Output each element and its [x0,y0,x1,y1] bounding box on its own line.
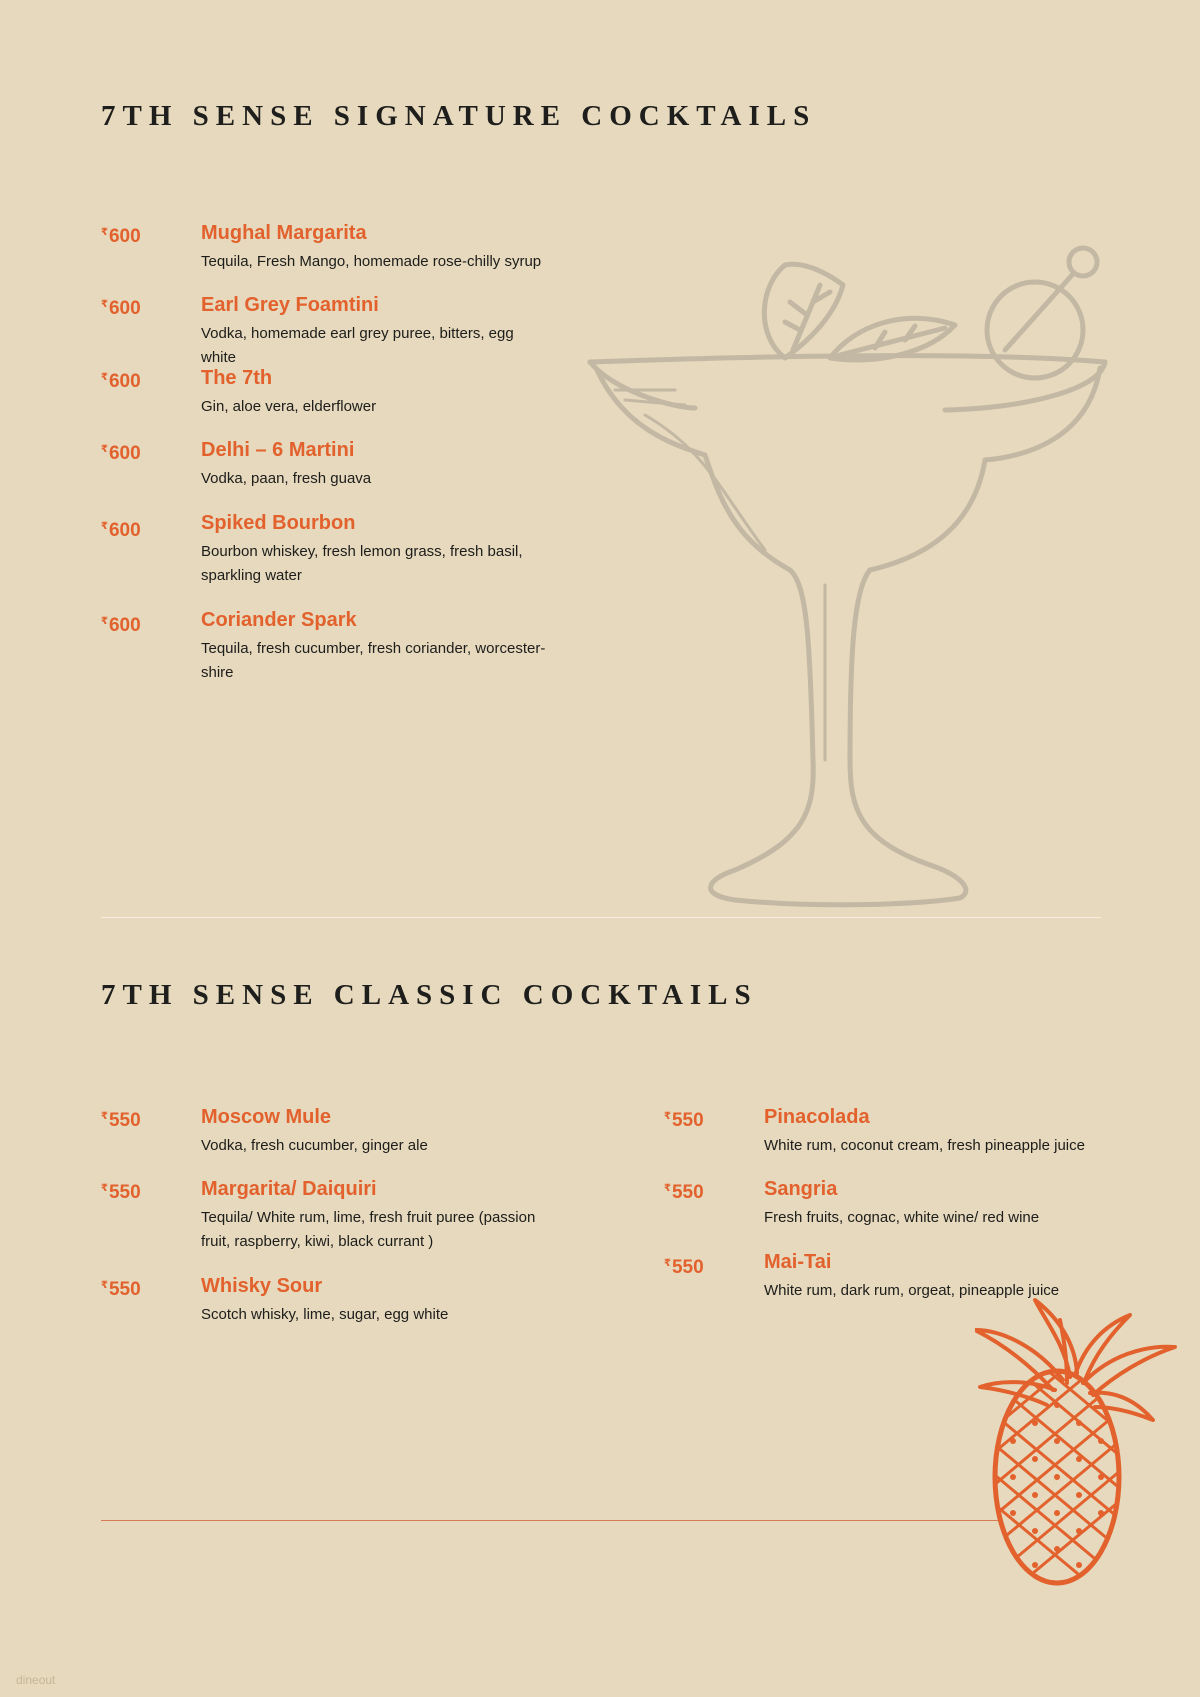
price-value: 550 [671,1110,704,1131]
item-price [664,1257,704,1279]
currency-symbol: ₹ [101,372,108,383]
currency-symbol: ₹ [664,1183,671,1194]
item-price [664,1182,704,1204]
item-name: Pinacolada [764,1106,870,1128]
item-name: Whisky Sour [201,1275,323,1297]
item-name: The 7th [201,367,273,389]
item-description: Vodka, homemade earl grey puree, bitters, egg white [201,325,514,366]
item-description: Tequila, Fresh Mango, homemade rose-chilly syrup [201,253,542,270]
item-name: Coriander Spark [201,609,357,631]
currency-symbol: ₹ [664,1258,671,1269]
item-price [664,1110,704,1132]
item-name: Delhi – 6 Martini [201,439,355,461]
item-name: Spiked Bourbon [201,512,356,534]
signature-section-title: 7TH SENSE SIGNATURE COCKTAILS [101,100,817,132]
price-value: 550 [108,1110,141,1131]
item-price [101,443,141,465]
item-price [101,298,141,320]
price-value: 550 [671,1182,704,1203]
item-name: Margarita/ Daiquiri [201,1178,377,1200]
currency-symbol: ₹ [101,1183,108,1194]
item-name: Earl Grey Foamtini [201,294,379,316]
item-price [101,1279,141,1301]
currency-symbol: ₹ [101,616,108,627]
item-description: Fresh fruits, cognac, white wine/ red wine [764,1209,1040,1226]
item-description: Vodka, paan, fresh guava [201,470,372,487]
classic-section-title: 7TH SENSE CLASSIC COCKTAILS [101,979,758,1011]
item-price [101,1182,141,1204]
price-value: 550 [671,1257,704,1278]
section-divider [101,917,1101,918]
item-description: White rum, coconut cream, fresh pineapple juice [764,1137,1085,1154]
price-value: 600 [108,226,141,247]
item-price [101,226,141,248]
item-description: Vodka, fresh cucumber, ginger ale [201,1137,428,1154]
currency-symbol: ₹ [101,444,108,455]
price-value: 600 [108,520,141,541]
item-description: Gin, aloe vera, elderflower [201,398,377,415]
item-name: Sangria [764,1178,838,1200]
price-value: 600 [108,371,141,392]
price-value: 600 [108,298,141,319]
price-value: 550 [108,1279,141,1300]
currency-symbol: ₹ [101,227,108,238]
item-description: White rum, dark rum, orgeat, pineapple juice [764,1282,1060,1299]
item-price [101,371,141,393]
cocktail-glass-icon [585,240,1110,920]
item-description: Scotch whisky, lime, sugar, egg white [201,1306,449,1323]
currency-symbol: ₹ [101,521,108,532]
watermark: dineout [16,1673,56,1687]
price-value: 600 [108,615,141,636]
currency-symbol: ₹ [101,299,108,310]
item-name: Mai-Tai [764,1251,832,1273]
currency-symbol: ₹ [101,1280,108,1291]
item-description: Tequila, fresh cucumber, fresh coriander, worcester-shire [201,640,546,681]
item-name: Mughal Margarita [201,222,367,244]
item-description: Tequila/ White rum, lime, fresh fruit puree (passion fruit, raspberry, kiwi, black currant ) [201,1209,536,1250]
price-value: 550 [108,1182,141,1203]
price-value: 600 [108,443,141,464]
currency-symbol: ₹ [101,1111,108,1122]
pineapple-icon [975,1295,1185,1590]
item-name: Moscow Mule [201,1106,332,1128]
item-description: Bourbon whiskey, fresh lemon grass, fresh basil, sparkling water [201,543,523,584]
item-price [101,1110,141,1132]
item-price [101,520,141,542]
currency-symbol: ₹ [664,1111,671,1122]
item-price [101,615,141,637]
section-divider [101,1520,1001,1521]
